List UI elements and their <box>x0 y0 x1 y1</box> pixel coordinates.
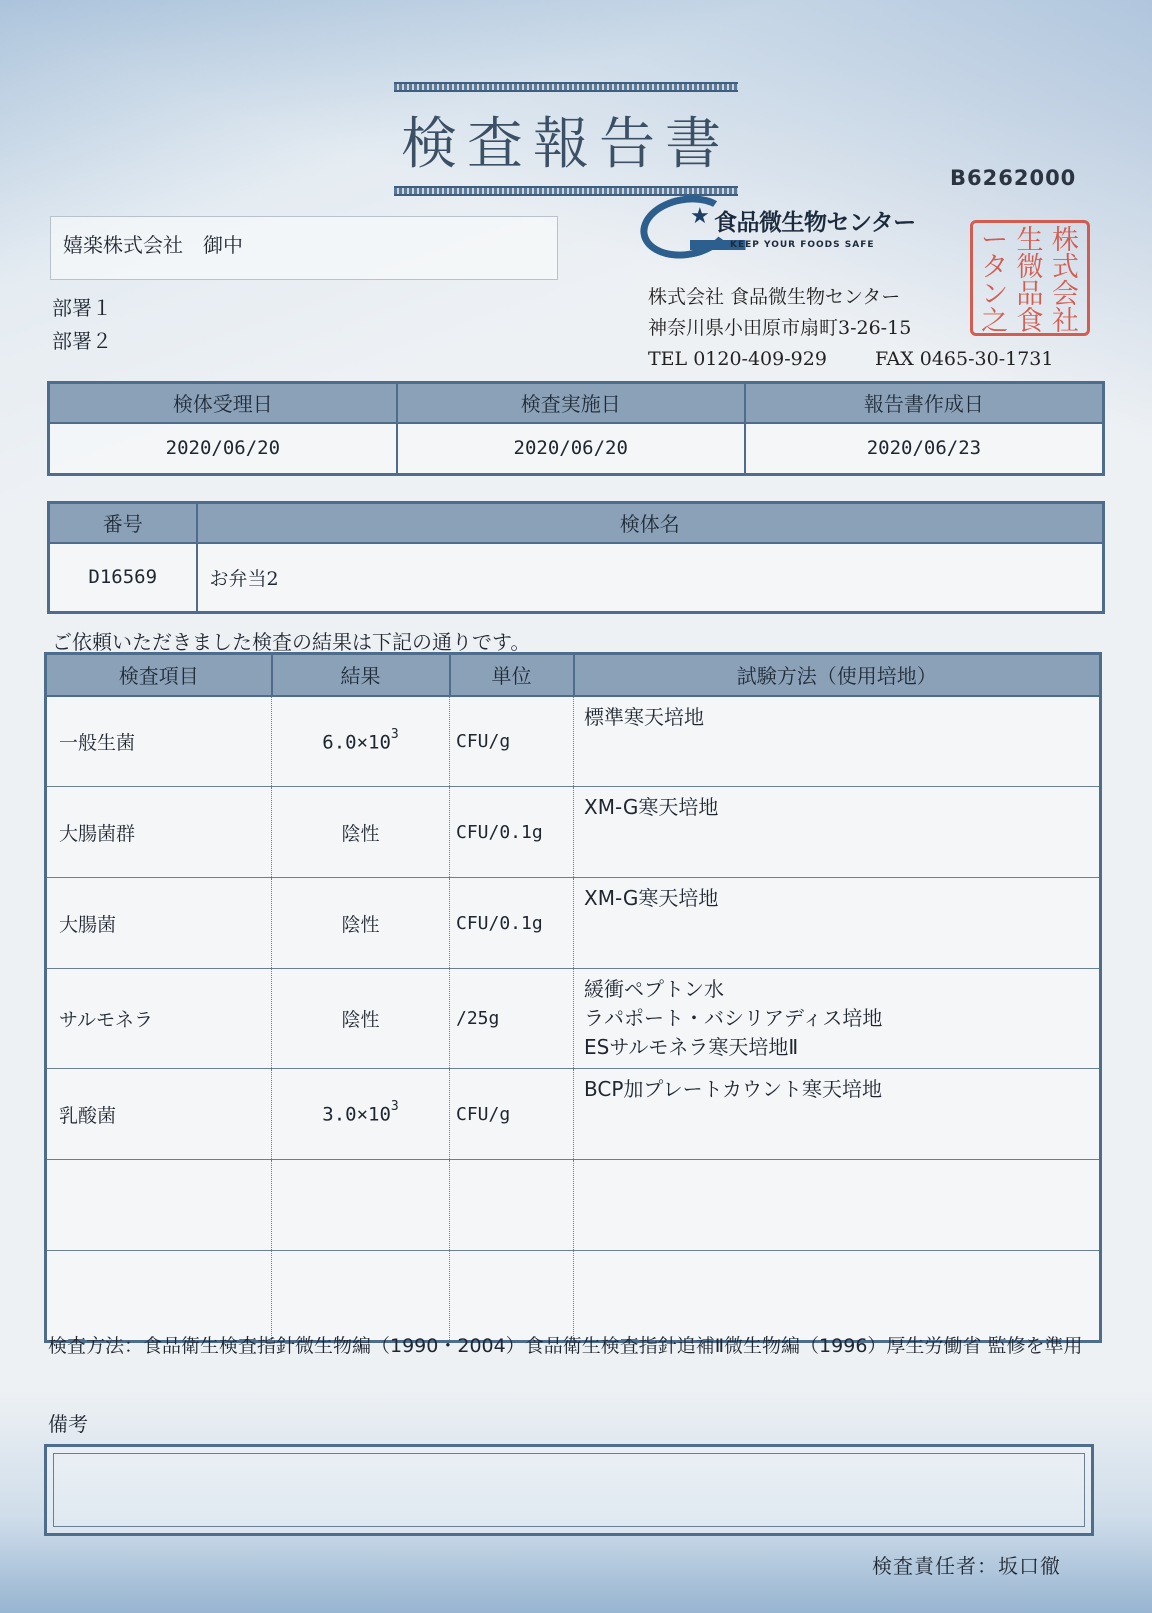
title-bottom-rule <box>394 186 738 196</box>
result-unit: CFU/g <box>450 1069 574 1160</box>
test-item: サルモネラ <box>46 969 272 1069</box>
empty-cell <box>574 1160 1101 1251</box>
issuer-address: 神奈川県小田原市扇町3-26-15 <box>648 317 912 339</box>
issuer-fax: FAX 0465-30-1731 <box>874 348 1054 370</box>
test-method <box>574 969 1101 1069</box>
seal-char: ー <box>981 225 1009 256</box>
test-method-line: ラパポート・バシリアディス培地 <box>584 1006 883 1030</box>
table-row <box>46 787 1101 878</box>
result-value <box>272 696 450 787</box>
header-report-date: 報告書作成日 <box>745 383 1104 423</box>
test-method-line: 標準寒天培地 <box>584 704 704 729</box>
result-base: 陰性 <box>341 1009 380 1031</box>
table-row <box>46 1069 1101 1160</box>
results-intro: ご依頼いただきました検査の結果は下記の通りです。 <box>52 630 531 654</box>
logo-tagline: KEEP YOUR FOODS SAFE <box>690 240 875 250</box>
empty-cell <box>272 1160 450 1251</box>
test-date: 2020/06/20 <box>397 423 745 475</box>
seal-char: 会 <box>1051 279 1079 310</box>
header-result: 結果 <box>272 654 450 696</box>
table-row <box>46 878 1101 969</box>
test-method-line: XM-G寒天培地 <box>584 886 719 910</box>
header-test-method: 試験方法（使用培地） <box>574 654 1101 696</box>
test-method-note: 検査方法：食品衛生検査指針微生物編（1990・2004）食品衛生検査指針追補Ⅱ微生物編（1996）厚生労働省 監修を準用 <box>48 1335 1083 1357</box>
result-unit: /25g <box>450 969 574 1069</box>
seal-char: 品 <box>1016 279 1044 310</box>
report-date: 2020/06/23 <box>745 423 1104 475</box>
empty-cell <box>46 1251 272 1342</box>
result-exponent: 3 <box>390 1099 399 1115</box>
table-row <box>46 1160 1101 1251</box>
sample-number: D16569 <box>49 543 197 613</box>
result-value <box>272 878 450 969</box>
logo-name: 食品微生物センター <box>714 210 916 236</box>
test-method-line: 緩衝ペプトン水 <box>584 977 724 1001</box>
header-test-item: 検査項目 <box>46 654 272 696</box>
test-item: 大腸菌群 <box>46 787 272 878</box>
test-method <box>574 696 1101 787</box>
department-2: 部署２ <box>52 329 112 353</box>
logo-star-icon: ★ <box>690 204 710 229</box>
seal-char: 式 <box>1051 252 1079 283</box>
test-item: 大腸菌 <box>46 878 272 969</box>
result-exponent: 3 <box>390 726 399 742</box>
header-sample-number: 番号 <box>49 503 197 543</box>
dates-table <box>47 381 1105 476</box>
results-table <box>44 652 1102 1343</box>
received-date: 2020/06/20 <box>49 423 397 475</box>
seal-char: 株 <box>1051 225 1079 256</box>
seal-char: 微 <box>1016 252 1044 283</box>
recipient-box <box>50 216 558 280</box>
header-test-date: 検査実施日 <box>397 383 745 423</box>
empty-cell <box>46 1160 272 1251</box>
header-unit: 単位 <box>450 654 574 696</box>
document-number: B6262000 <box>950 166 1077 190</box>
table-row <box>46 696 1101 787</box>
result-base: 陰性 <box>341 822 380 845</box>
table-row <box>46 969 1101 1069</box>
table-row <box>46 1251 1101 1342</box>
result-unit: CFU/0.1g <box>450 787 574 878</box>
result-base: 3.0×10 <box>322 1103 391 1126</box>
issuer-contact <box>648 344 1053 375</box>
seal-char: 社 <box>1051 306 1079 337</box>
empty-cell <box>450 1251 574 1342</box>
department-1: 部署１ <box>52 296 112 320</box>
title-top-rule <box>394 82 738 92</box>
remarks-label: 備考 <box>48 1412 88 1436</box>
result-value <box>272 1069 450 1160</box>
issuer-info <box>648 279 1054 375</box>
test-method-line: BCP加プレートカウント寒天培地 <box>584 1077 882 1101</box>
seal-char: 之 <box>981 306 1009 337</box>
issuer-company: 株式会社 食品微生物センター <box>648 286 901 308</box>
empty-cell <box>450 1160 574 1251</box>
empty-cell <box>574 1251 1101 1342</box>
result-value <box>272 787 450 878</box>
issuer-tel: TEL 0120-409-929 <box>648 348 827 370</box>
seal-char: 生 <box>1016 225 1044 256</box>
seal-char: ン <box>981 279 1009 310</box>
result-base: 陰性 <box>341 913 380 936</box>
test-method-line: ESサルモネラ寒天培地Ⅱ <box>584 1035 799 1059</box>
test-method <box>574 787 1101 878</box>
remarks-box <box>44 1444 1094 1536</box>
result-base: 6.0×10 <box>322 730 391 753</box>
result-unit: CFU/0.1g <box>450 878 574 969</box>
sample-table <box>47 501 1105 614</box>
header-sample-name: 検体名 <box>197 503 1104 543</box>
test-method-line: XM-G寒天培地 <box>584 795 719 819</box>
sample-name: お弁当2 <box>197 543 1104 613</box>
seal-char: タ <box>981 252 1009 283</box>
header-received-date: 検体受理日 <box>49 383 397 423</box>
test-method <box>574 878 1101 969</box>
result-unit: CFU/g <box>450 696 574 787</box>
result-value <box>272 969 450 1069</box>
inspector-signature: 検査責任者：坂口徹 <box>872 1554 1061 1578</box>
test-item: 乳酸菌 <box>46 1069 272 1160</box>
recipient-name: 嬉楽株式会社 御中 <box>63 233 243 257</box>
empty-cell <box>272 1251 450 1342</box>
page-title: 検査報告書 <box>401 112 731 177</box>
remarks-inner-frame <box>53 1453 1085 1527</box>
title-block <box>394 82 738 196</box>
results-body <box>46 696 1101 1342</box>
seal-char: 食 <box>1016 306 1044 337</box>
company-logo <box>640 196 930 266</box>
test-item: 一般生菌 <box>46 696 272 787</box>
test-method <box>574 1069 1101 1160</box>
